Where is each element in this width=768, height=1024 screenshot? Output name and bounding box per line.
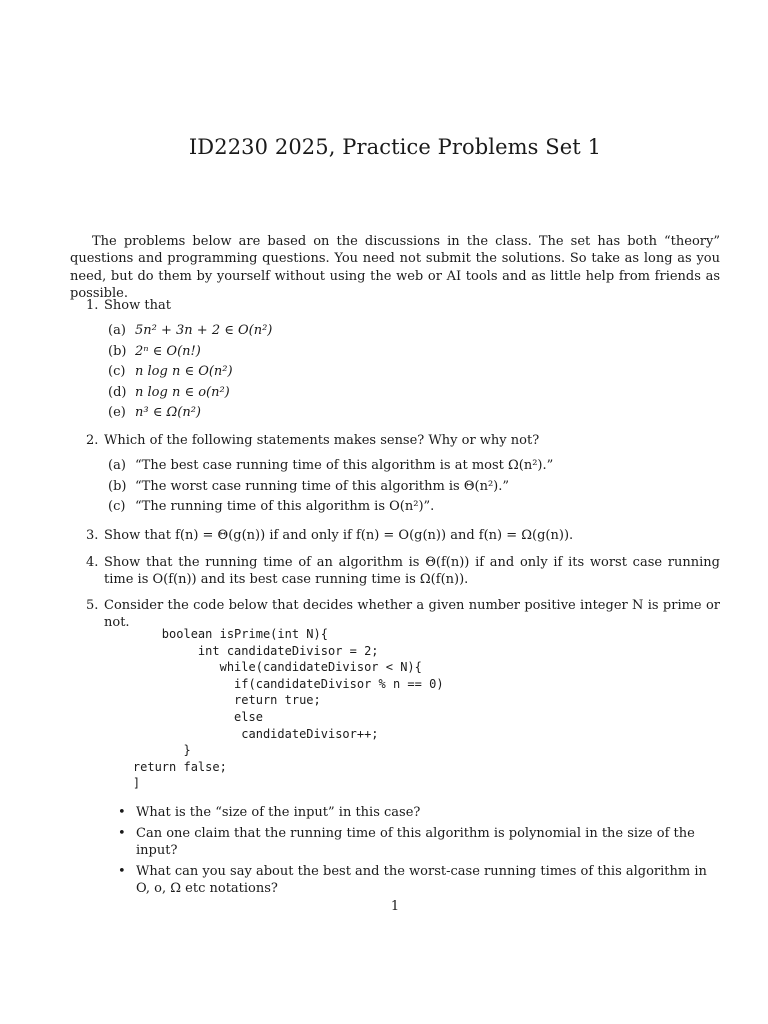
problem-text: Consider the code below that decides whether a given number positive integer N is prime or not. bbox=[104, 598, 720, 631]
problem-3 bbox=[86, 527, 720, 544]
bullet-icon: • bbox=[118, 825, 126, 841]
code-line: while(candidateDivisor < N){ bbox=[104, 660, 422, 675]
problem-text: Show that bbox=[104, 298, 171, 313]
problem-number: 4. bbox=[86, 555, 99, 570]
bullet-item: • Can one claim that the running time of this algorithm is polynomial in the size of the input? bbox=[118, 825, 695, 859]
bullet-icon: • bbox=[118, 863, 126, 879]
code-line: if(candidateDivisor % n == 0) bbox=[104, 676, 444, 691]
page-number: 1 bbox=[390, 899, 400, 914]
code-line: else bbox=[104, 709, 263, 724]
problem-number: 2. bbox=[86, 433, 99, 448]
code-line: candidateDivisor++; bbox=[104, 726, 379, 741]
subpart: (c) “The running time of this algorithm is O(n²)”. bbox=[108, 499, 435, 514]
problem-number: 3. bbox=[86, 528, 99, 543]
code-block bbox=[104, 626, 444, 792]
code-line: return false; bbox=[104, 759, 227, 774]
subpart: (a) “The best case running time of this algorithm is at most Ω(n²).” bbox=[108, 458, 554, 473]
code-line: } bbox=[104, 743, 191, 758]
problem-text: Show that the running time of an algorithm is Θ(f(n)) if and only if its worst case running time is O(f(n)) and its best case running time is Ω(f(n)). bbox=[104, 555, 720, 588]
subpart: (e) n³ ∈ Ω(n²) bbox=[108, 405, 201, 420]
problem-1-parts bbox=[108, 321, 272, 424]
problem-2 bbox=[86, 432, 720, 449]
code-line: int candidateDivisor = 2; bbox=[104, 643, 379, 658]
subpart: (b) 2ⁿ ∈ O(n!) bbox=[108, 343, 201, 359]
bullet-item: • What can you say about the best and the worst-case running times of this algorithm in O, o, Ω etc notations? bbox=[118, 863, 707, 897]
code-line: return true; bbox=[104, 693, 321, 708]
problem-text: Which of the following statements makes sense? Why or why not? bbox=[104, 433, 540, 448]
subpart: (a) 5n² + 3n + 2 ∈ O(n²) bbox=[108, 323, 273, 338]
subpart: (d) n log n ∈ o(n²) bbox=[108, 384, 230, 400]
problem-4 bbox=[86, 554, 720, 589]
code-line: ] bbox=[104, 776, 141, 791]
problem-number: 5. bbox=[86, 598, 99, 613]
subpart: (c) n log n ∈ O(n²) bbox=[108, 364, 233, 379]
bullet-icon: • bbox=[118, 805, 126, 820]
question-bullets bbox=[118, 804, 720, 901]
problem-1 bbox=[86, 297, 720, 314]
problem-2-parts bbox=[108, 456, 553, 518]
intro-paragraph: The problems below are based on the discussions in the class. The set has both “theory” questions and programming questions. You need not submit the solutions. So take as long as you need, but do them by yourself without using the web or AI tools and as little help from friends as possible. bbox=[70, 234, 720, 301]
problem-text: Show that f(n) = Θ(g(n)) if and only if f(n) = O(g(n)) and f(n) = Ω(g(n)). bbox=[104, 528, 574, 543]
bullet-item: • What is the “size of the input” in this case? bbox=[118, 805, 421, 820]
problem-number: 1. bbox=[86, 298, 99, 313]
code-line: boolean isPrime(int N){ bbox=[104, 627, 328, 641]
subpart: (b) “The worst case running time of this algorithm is Θ(n²).” bbox=[108, 478, 510, 494]
document-title: ID2230 2025, Practice Problems Set 1 bbox=[188, 135, 602, 159]
